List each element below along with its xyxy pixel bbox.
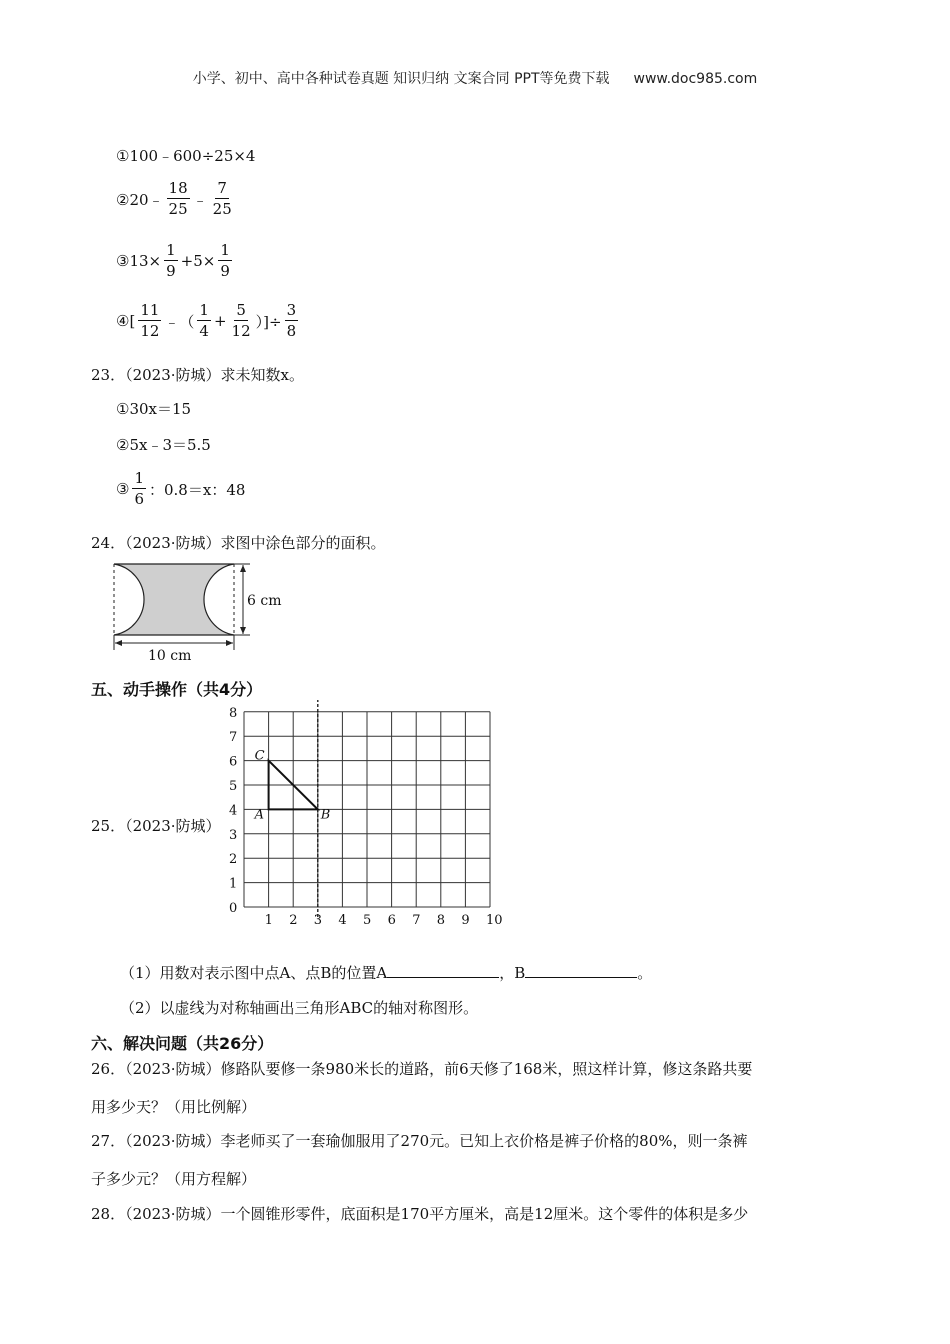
- shaded-region: [114, 564, 234, 635]
- y-tick-label: 3: [229, 827, 238, 843]
- x-tick-label: 10: [486, 913, 503, 928]
- fraction: $\frac{18}{25}$: [168, 179, 188, 219]
- q22-item-4-op: +: [213, 312, 227, 331]
- x-tick-label: 6: [387, 913, 396, 928]
- q25-sub-1-end: 。: [637, 964, 653, 982]
- header-text: 小学、初中、高中各种试卷真题 知识归纳 文案合同 PPT等免费下载: [192, 71, 610, 87]
- x-tick-label: 3: [313, 913, 323, 928]
- fraction: $\frac{3}{8}$: [286, 301, 297, 341]
- point-c-label: C: [254, 748, 265, 764]
- q26-line-2: 用多少天？（用比例解）: [91, 1098, 257, 1116]
- width-label: 10 cm: [148, 648, 192, 664]
- fraction: $\frac{1}{9}$: [220, 241, 230, 281]
- fraction: $\frac{7}{25}$: [212, 179, 232, 219]
- y-tick-label: 4: [229, 803, 238, 819]
- q22-item-2: [116, 180, 237, 219]
- q28-line-1: 28．（2023·防城）一个圆锥形零件，底面积是170平方厘米，高是12厘米。这个零件的体积是多少: [91, 1205, 749, 1223]
- header-site: www.doc985.com: [633, 71, 758, 87]
- x-tick-label: 2: [289, 913, 298, 928]
- fraction: $\frac{1}{4}$: [199, 301, 209, 341]
- y-tick-label: 1: [229, 876, 238, 892]
- x-tick-label: 1: [264, 913, 273, 928]
- arrow-left-icon: [115, 640, 122, 646]
- x-tick-label: 8: [436, 913, 446, 928]
- fraction: $\frac{1}{9}$: [166, 241, 176, 281]
- arrow-down-icon: [240, 627, 246, 634]
- y-tick-label: 6: [229, 754, 238, 770]
- q23-item-2: ②5x﹣3＝5.5: [116, 436, 211, 454]
- q23-item-1: ①30x＝15: [116, 400, 192, 418]
- arrow-up-icon: [240, 565, 246, 572]
- x-tick-label: 7: [412, 913, 421, 928]
- q25-label: 25．（2023·防城）: [91, 817, 221, 835]
- q22-item-4: [116, 302, 301, 341]
- q22-item-4-op: ）]÷: [255, 312, 282, 331]
- height-label: 6 cm: [247, 593, 282, 609]
- y-tick-label: 2: [229, 852, 238, 868]
- fraction: $\frac{1}{6}$: [134, 469, 144, 509]
- q23-item-3-rest: ：0.8＝x：48: [149, 480, 246, 499]
- q22-item-3-op: +5×: [180, 252, 216, 271]
- q22-item-1: ①100﹣600÷25×4: [116, 147, 256, 165]
- coordinate-grid: [225, 700, 505, 932]
- y-tick-label: 5: [229, 779, 238, 794]
- arrow-right-icon: [226, 640, 233, 646]
- q22-item-4-op: ﹣（: [164, 312, 195, 331]
- x-tick-label: 4: [338, 913, 347, 928]
- y-tick-label: 7: [229, 730, 238, 746]
- shaded-figure: [100, 556, 310, 666]
- page-header: [0, 68, 950, 88]
- q22-item-4-lead: ④[: [116, 312, 136, 331]
- q23-item-3: [116, 470, 245, 509]
- q27-line-1: 27．（2023·防城）李老师买了一套瑜伽服用了270元。已知上衣价格是裤子价格的80%，则一条裤: [91, 1132, 748, 1150]
- fraction: $\frac{5}{12}$: [231, 301, 251, 341]
- fraction: $\frac{11}{12}$: [140, 301, 160, 341]
- point-a-label: A: [254, 807, 264, 823]
- section-5-heading: 五、动手操作（共4分）: [91, 680, 263, 699]
- point-b-answer-blank[interactable]: [525, 963, 637, 978]
- q24-title: 24．（2023·防城）求图中涂色部分的面积。: [91, 534, 386, 552]
- y-tick-label: 0: [229, 901, 238, 916]
- q23-title: 23．（2023·防城）求未知数x。: [91, 366, 304, 384]
- q22-item-2-lead: ②20﹣: [116, 190, 164, 209]
- q25-sub-1-text: （1）用数对表示图中点A、点B的位置A: [120, 964, 388, 982]
- q26-line-1: 26．（2023·防城）修路队要修一条980米长的道路，前6天修了168米，照这样计算，修这条路共要: [91, 1060, 753, 1078]
- q22-item-2-op: ﹣: [192, 190, 208, 209]
- section-6-heading: 六、解决问题（共26分）: [91, 1034, 274, 1053]
- point-a-answer-blank[interactable]: [387, 963, 499, 978]
- y-tick-label: 8: [229, 705, 238, 721]
- q25-sub-2: （2）以虚线为对称轴画出三角形ABC的轴对称图形。: [120, 999, 479, 1017]
- q25-sub-1: [120, 962, 652, 983]
- q22-item-3: [116, 242, 235, 281]
- q23-item-3-lead: ③: [116, 480, 130, 499]
- q25-sub-1-sep: ，B: [499, 964, 526, 982]
- point-b-label: B: [320, 807, 331, 823]
- q27-line-2: 子多少元？（用方程解）: [91, 1170, 257, 1188]
- x-tick-label: 9: [461, 913, 470, 928]
- x-tick-label: 5: [363, 913, 372, 928]
- q22-item-3-lead: ③13×: [116, 252, 162, 271]
